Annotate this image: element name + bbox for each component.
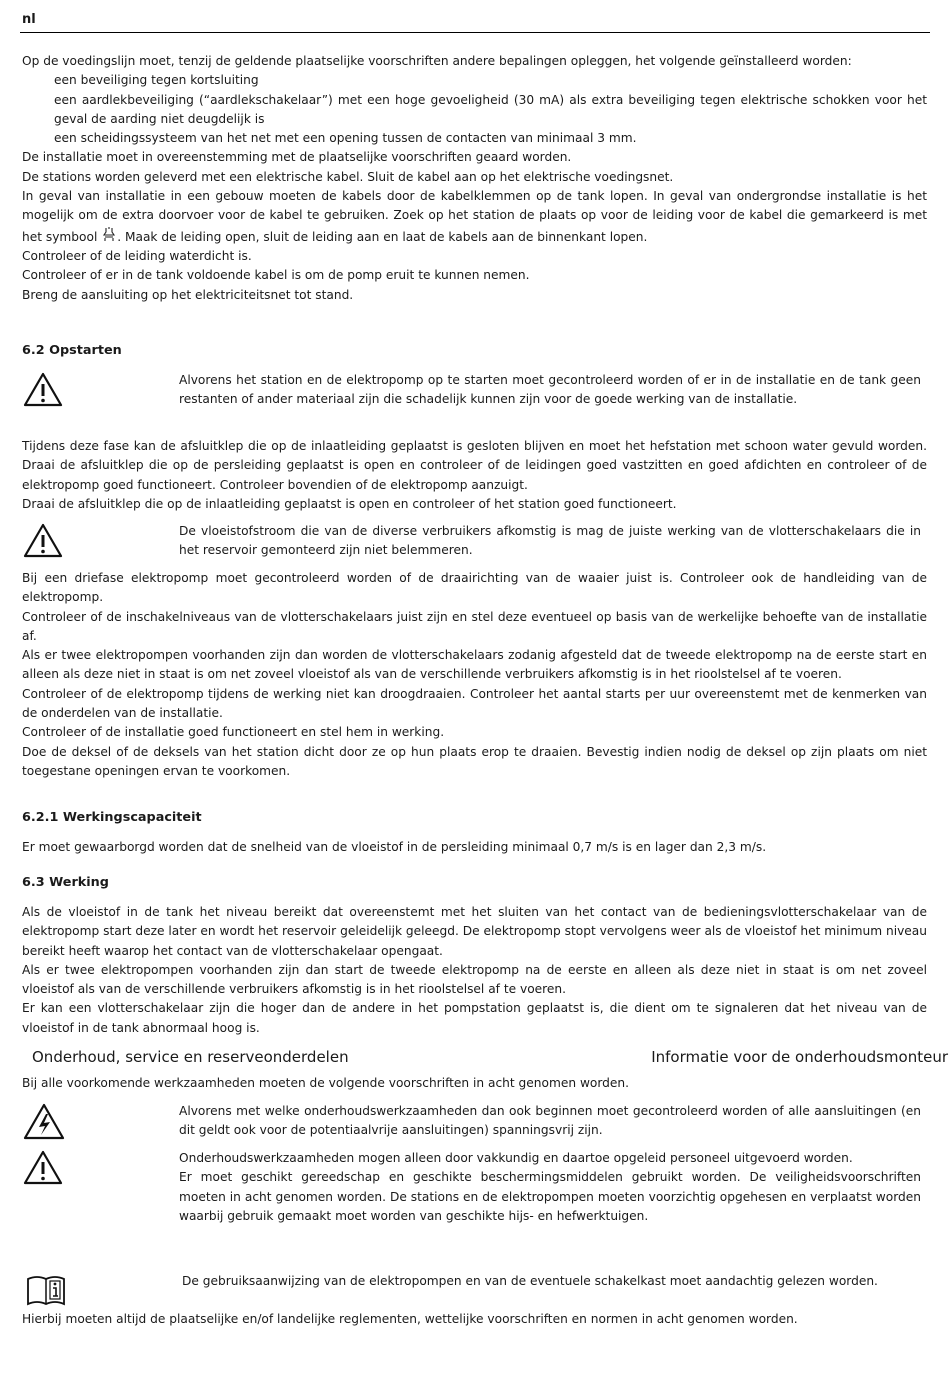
paragraph: Als er twee elektropompen voorhanden zijn dan worden de vlotterschakelaars zodanig afgesteld dat de tweede elektropomp na de eerste start en alleen als deze niet in staat is om net zoveel vloeistof als van de verschillende verbruikers afkomstig is in het rioolstelsel af te voeren. [22, 648, 927, 682]
info-block [22, 1272, 927, 1312]
high-voltage-icon [22, 1102, 66, 1145]
maintenance-heading: Onderhoud, service en reserveonderdelen [32, 1048, 349, 1066]
cable-entry-symbol-icon [101, 226, 117, 240]
warning-block [22, 371, 927, 429]
read-manual-icon [26, 1274, 66, 1311]
paragraph: Controleer of er in de tank voldoende kabel is om de pomp eruit te kunnen nemen. [22, 268, 530, 283]
warning-text: Onderhoudswerkzaamheden mogen alleen door vakkundig en daartoe opgeleid personeel uitgevoerd worden. [179, 1151, 853, 1165]
paragraph: De stations worden geleverd met een elektrische kabel. Sluit de kabel aan op het elektrische voedingsnet. [22, 169, 674, 184]
warning-block [22, 522, 927, 562]
section-heading-6-2-1: 6.2.1 Werkingscapaciteit [22, 810, 202, 825]
paragraph: Controleer of de installatie goed functioneert en stel hem in werking. [22, 725, 445, 740]
paragraph: Controleer of de elektropomp tijdens de werking niet kan droogdraaien. Controleer het aantal starts per uur overeenstemt met de kenmerken van de onderdelen van de installatie. [22, 686, 927, 721]
paragraph: Controleer of de leiding waterdicht is. [22, 248, 252, 263]
capacity-section [22, 838, 927, 857]
header-rule [20, 32, 930, 33]
section-heading-6-3: 6.3 Werking [22, 875, 109, 890]
paragraph: Hierbij moeten altijd de plaatselijke en/of landelijke reglementen, wettelijke voorschriften en normen in acht genomen worden. [22, 1312, 798, 1326]
warning-text: Er moet geschikt gereedschap en geschikte beschermingsmiddelen gebruikt worden. De veiligheidsvoorschriften moeten in acht genomen worden. De stations en de elektropompen moeten voorzichtig opgehesen en verplaatst worden waarbij gebruik gemaakt moet worden van geschikte hijs- en hefwerktuigen. [179, 1170, 921, 1223]
warning-text: Alvorens met welke onderhoudswerkzaamheden dan ook beginnen moet gecontroleerd worden of alle aansluitingen (en dit geldt ook voor de potentiaalvrije aansluitingen) spanningsvrij zijn. [179, 1104, 921, 1138]
paragraph: Controleer of de inschakelniveaus van de vlotterschakelaars juist zijn en stel deze eventueel op basis van de werkelijke behoefte van de installatie af. [22, 609, 927, 643]
maintenance-subheading: Informatie voor de onderhoudsmonteur [651, 1048, 948, 1066]
startup-paragraphs [22, 437, 927, 514]
intro-paragraph: Op de voedingslijn moet, tenzij de geldende plaatselijke voorschriften andere bepalingen opleggen, het volgende geïnstalleerd worden: [22, 54, 852, 68]
warning-triangle-icon [22, 1149, 64, 1190]
list-item: een aardlekbeveiliging (“aardlekschakelaar”) met een hoge gevoeligheid (30 mA) als extra beveiliging tegen elektrische schokken voor het geval de aarding niet deugdelijk is [54, 92, 927, 126]
warning-block [22, 1149, 927, 1264]
warning-text: Alvorens het station en de elektropomp op te starten moet gecontroleerd worden of er in de installatie en de tank geen restanten of ander materiaal zijn die schadelijk kunnen zijn voor de goede werking van de installatie. [179, 373, 921, 407]
language-code: nl [22, 12, 36, 27]
section-heading-6-2: 6.2 Opstarten [22, 343, 122, 358]
paragraph: Tijdens deze fase kan de afsluitklep die op de inlaatleiding geplaatst is gesloten blijven en moet het hefstation met schoon water gevuld worden. Draai de afsluitklep die op de persleiding geplaatst is open en controleer of de leidingen goed vastzitten en goed afdichten en controleer of de elektropomp goed functioneert. Controleer bovendien of de elektropomp aanzuigt. [22, 439, 927, 492]
warning-text: De vloeistofstroom die van de diverse verbruikers afkomstig is mag de juiste werking van de vlotterschakelaars die in het reservoir gemonteerd zijn niet belemmeren. [179, 524, 921, 558]
maintenance-closing [22, 1310, 927, 1329]
cable-paragraph: In geval van installatie in een gebouw moeten de kabels door de kabelklemmen op de tank lopen. In geval van ondergrondse installatie is het mogelijk om de extra doorvoer voor de kabel te gebruiken. Zoek op het station de plaats op voor de leiding voor de kabel die gemarkeerd is met het symbool . Maak de leiding open, sluit de leiding aan en laat de kabels aan de binnenkant lopen. [22, 189, 927, 244]
paragraph: Bij een driefase elektropomp moet gecontroleerd worden of de draairichting van de waaier juist is. Controleer ook de handleiding van de elektropomp. [22, 571, 927, 605]
paragraph: Bij alle voorkomende werkzaamheden moeten de volgende voorschriften in acht genomen worden. [22, 1076, 629, 1090]
electrical-warning-block [22, 1102, 927, 1142]
list-item: een beveiliging tegen kortsluiting [54, 73, 259, 88]
list-item: een scheidingssysteem van het net met een opening tussen de contacten van minimaal 3 mm. [54, 131, 637, 146]
warning-text-group [179, 1149, 921, 1226]
paragraph: Er moet gewaarborgd worden dat de snelheid van de vloeistof in de persleiding minimaal 0,7 m/s is en lager dan 2,3 m/s. [22, 840, 767, 854]
paragraph: Doe de deksel of de deksels van het station dicht door ze op hun plaats erop te draaien. Bevestig indien nodig de deksel op zijn plaats om niet toegestane openingen ervan te voorkomen. [22, 744, 927, 778]
warning-triangle-icon [22, 371, 64, 412]
paragraph: Als de vloeistof in de tank het niveau bereikt dat overeenstemt met het sluiten van het contact van de bedieningsvlotterschakelaar van de elektropomp start deze later en wordt het reservoir geleidelijk geleegd. De elektropomp stopt vervolgens weer als de vloeistof het minimum niveau bereikt heeft waarop het contact van de vlotterschakelaar opengaat. [22, 905, 927, 958]
paragraph: Als er twee elektropompen voorhanden zijn dan start de tweede elektropomp na de eerste en alleen als deze niet in staat is om net zoveel vloeistof als van de verschillende verbruikers afkomstig is in het rioolstelsel af te voeren. [22, 962, 927, 997]
operation-section [22, 903, 927, 1038]
paragraph: Draai de afsluitklep die op de inlaatleiding geplaatst is open en controleer of het station goed functioneert. [22, 496, 677, 511]
paragraph: Er kan een vlotterschakelaar zijn die hoger dan de andere in het pompstation geplaatst is, die dient om te signaleren dat het niveau van de vloeistof in de tank abnormaal hoog is. [22, 1001, 927, 1035]
paragraph: De installatie moet in overeenstemming met de plaatselijke voorschriften geaard worden. [22, 150, 572, 165]
warning-triangle-icon [22, 522, 64, 563]
info-text: De gebruiksaanwijzing van de elektropompen en van de eventuele schakelkast moet aandachtig gelezen worden. [182, 1274, 878, 1288]
maintenance-intro [22, 1074, 927, 1093]
electrical-connection-section [22, 52, 927, 305]
startup-checks [22, 569, 927, 781]
paragraph: Breng de aansluiting op het elektriciteitsnet tot stand. [22, 287, 354, 302]
